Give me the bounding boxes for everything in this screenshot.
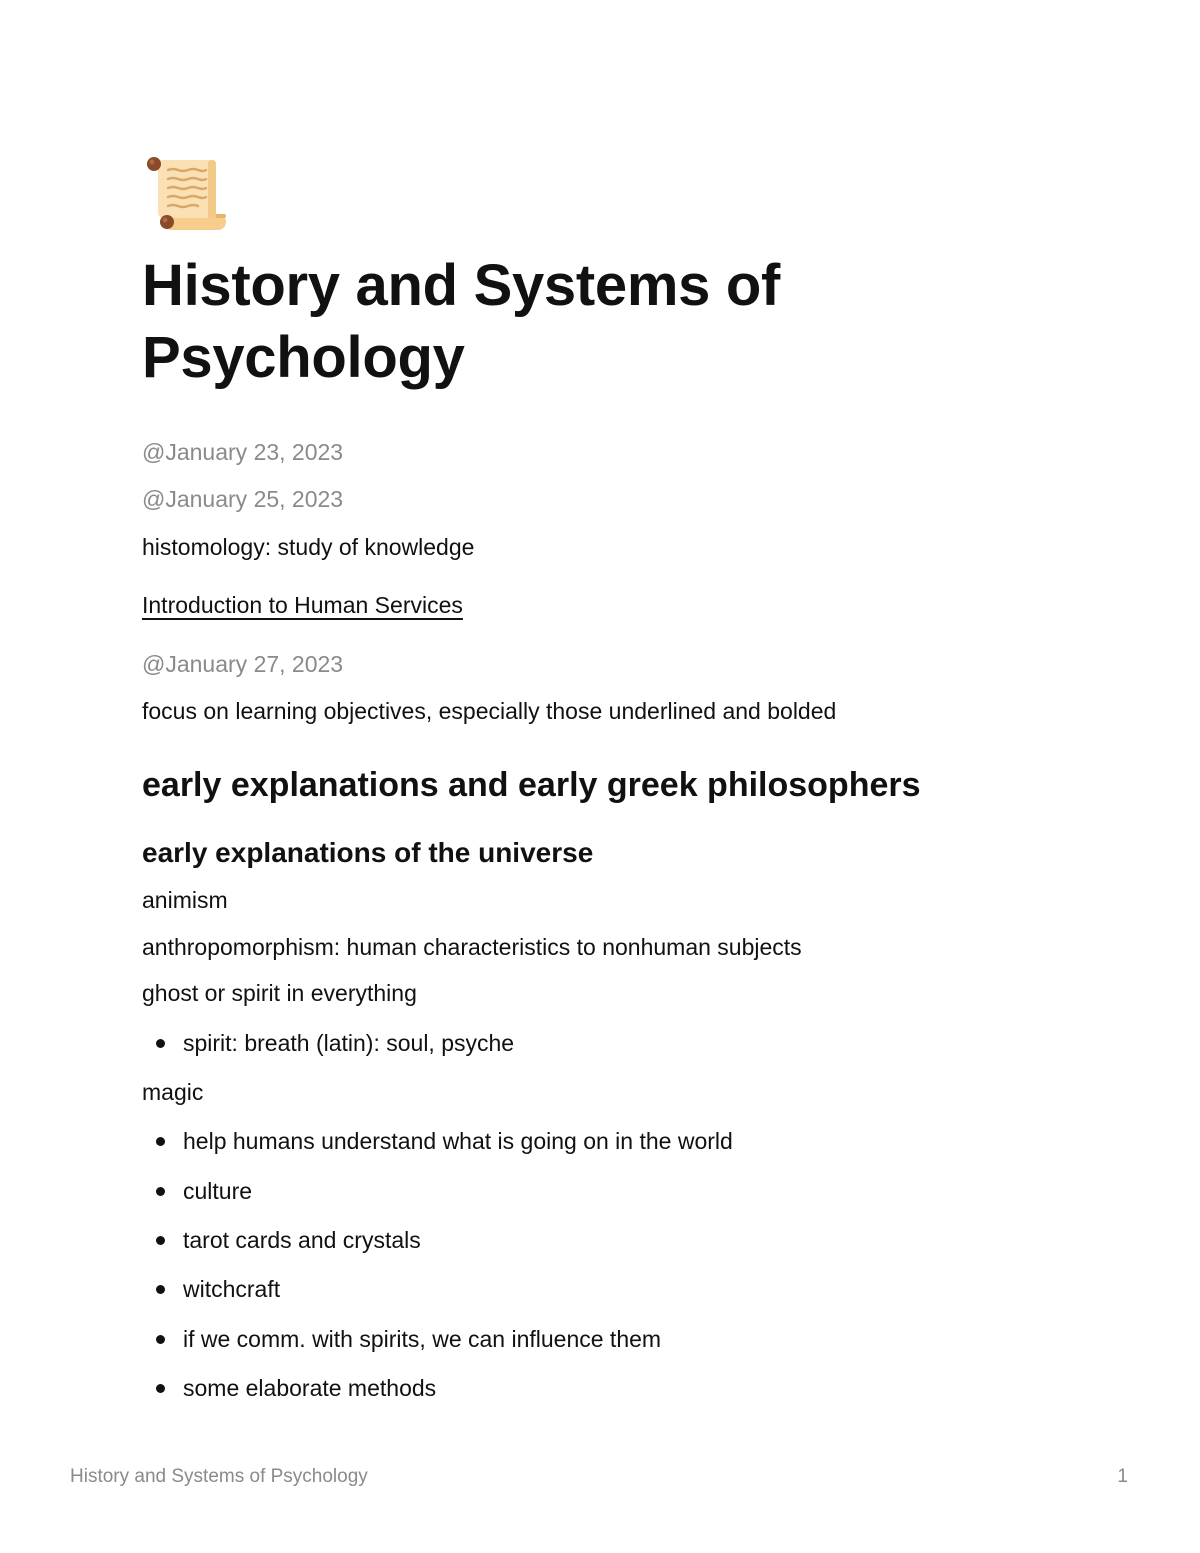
section-heading: early explanations and early greek philosophers xyxy=(142,766,921,804)
page-title: History and Systems of Psychology xyxy=(142,253,781,390)
introduction-link[interactable]: Introduction to Human Services xyxy=(142,592,463,618)
subsection-heading: early explanations of the universe xyxy=(142,837,594,868)
bullet-dot xyxy=(156,1187,165,1196)
bullet-dot xyxy=(156,1285,165,1294)
ghost-text: ghost or spirit in everything xyxy=(142,980,417,1006)
date-mention-1[interactable]: @January 23, 2023 xyxy=(142,439,344,465)
list-item: witchcraft xyxy=(183,1276,281,1302)
bullet-dot xyxy=(156,1236,165,1245)
footer-title: History and Systems of Psychology xyxy=(70,1466,368,1487)
bullet-dot xyxy=(156,1039,165,1048)
animism-text: animism xyxy=(142,887,228,913)
list-item: if we comm. with spirits, we can influence them xyxy=(183,1326,662,1352)
list-item: some elaborate methods xyxy=(183,1375,437,1401)
date-mention-2[interactable]: @January 25, 2023 xyxy=(142,486,344,512)
magic-text: magic xyxy=(142,1079,204,1105)
focus-note: focus on learning objectives, especially those underlined and bolded xyxy=(142,698,837,724)
list-item: spirit: breath (latin): soul, psyche xyxy=(183,1030,515,1056)
bullet-dot xyxy=(156,1335,165,1344)
date-mention-3[interactable]: @January 27, 2023 xyxy=(142,651,344,677)
bullet-dot xyxy=(156,1384,165,1393)
page-number: 1 xyxy=(1117,1466,1128,1487)
anthropomorphism-text: anthropomorphism: human characteristics to nonhuman subjects xyxy=(142,934,802,960)
scroll-icon xyxy=(142,152,228,234)
link-paragraph xyxy=(142,590,463,620)
list-item: help humans understand what is going on in the world xyxy=(183,1128,733,1154)
definition-text: histomology: study of knowledge xyxy=(142,534,475,560)
list-item: tarot cards and crystals xyxy=(183,1227,421,1253)
bullet-dot xyxy=(156,1137,165,1146)
list-item: culture xyxy=(183,1178,253,1204)
